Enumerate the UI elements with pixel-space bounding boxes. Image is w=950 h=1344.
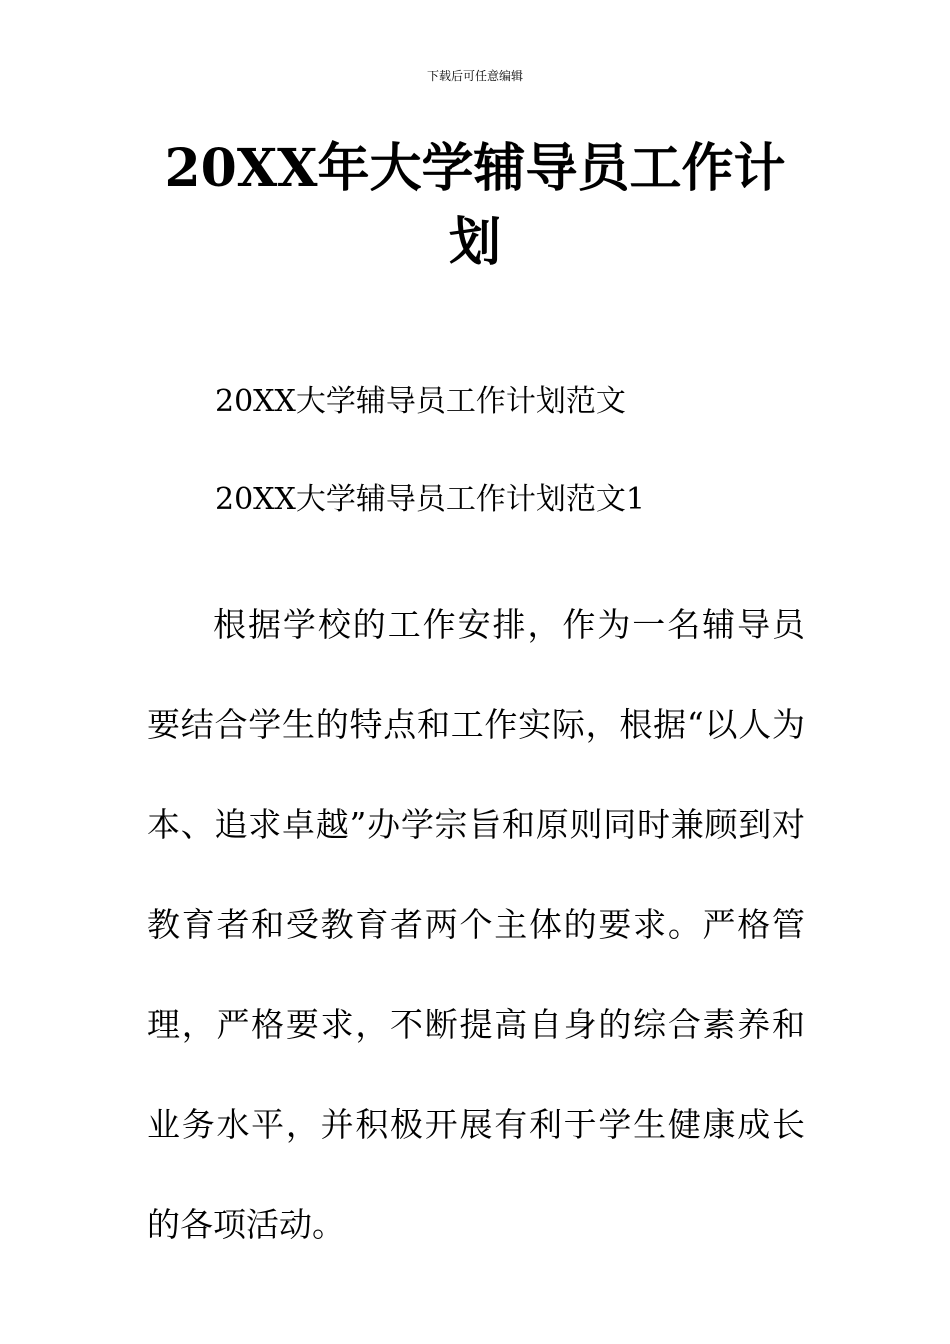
subtitle-line-2: 20XX大学辅导员工作计划范文1 xyxy=(215,482,645,517)
header-note: 下载后可任意编辑 xyxy=(426,69,523,83)
body-paragraph: 根据学校的工作安排，作为一名辅导员要结合学生的特点和工作实际，根据“以人为本、追求卓越”办学宗旨和原则同时兼顾到对教育者和受教育者两个主体的要求。严格管理，严格要求，不断提高自身的综合素养和业务水平，并积极开展有利于学生健康成长的各项活动。 xyxy=(147,605,805,1244)
document-title: 20XX年大学辅导员工作计划 xyxy=(164,138,786,273)
subtitle-line-1: 20XX大学辅导员工作计划范文 xyxy=(215,384,626,419)
